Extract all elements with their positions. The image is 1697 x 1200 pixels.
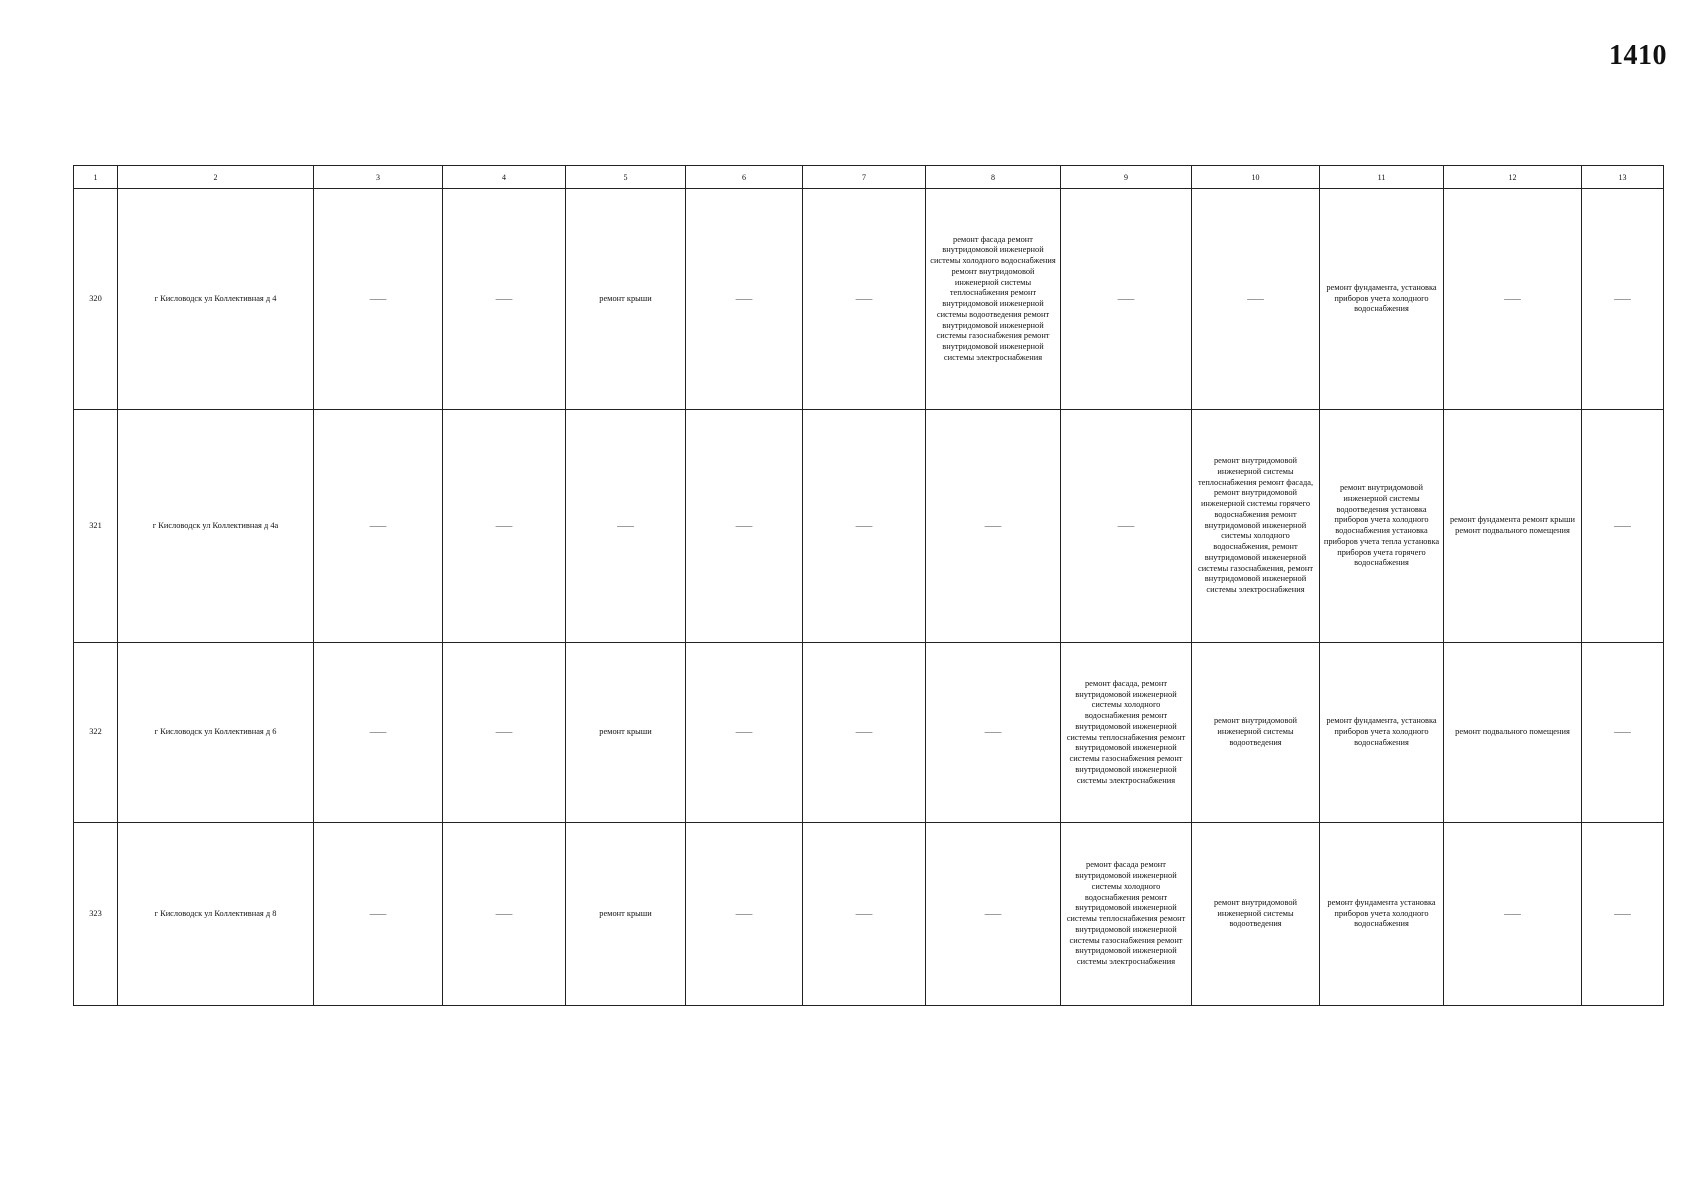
column-header: 1 bbox=[74, 166, 118, 189]
table-cell: ремонт фундамента установка приборов учета холодного водоснабжения bbox=[1320, 823, 1444, 1006]
table-cell: —— bbox=[926, 643, 1061, 823]
table-cell: —— bbox=[803, 410, 926, 643]
table-cell: ремонт фасада ремонт внутридомовой инженерной системы холодного водоснабжения ремонт внутридомовой инженерной системы теплоснабжения ремонт внутридомовой инженерной системы газоснабжения ремонт внутридомовой инженерной системы электроснабжения bbox=[1061, 823, 1192, 1006]
table-cell: —— bbox=[443, 189, 566, 410]
table-cell: —— bbox=[1061, 410, 1192, 643]
table-cell: ремонт внутридомовой инженерной системы водоотведения bbox=[1192, 643, 1320, 823]
table-cell: ремонт фасада ремонт внутридомовой инженерной системы холодного водоснабжения ремонт внутридомовой инженерной системы теплоснабжения ремонт внутридомовой инженерной системы водоотведения ремонт внутридомовой инженерной системы газоснабжения ремонт внутридомовой инженерной системы электроснабжения bbox=[926, 189, 1061, 410]
table-cell: —— bbox=[443, 643, 566, 823]
address-cell: г Кисловодск ул Коллективная д 4а bbox=[118, 410, 314, 643]
table-cell: ремонт фундамента, установка приборов учета холодного водоснабжения bbox=[1320, 189, 1444, 410]
table-cell: —— bbox=[1582, 823, 1664, 1006]
table-cell: ремонт крыши bbox=[566, 643, 686, 823]
column-header: 12 bbox=[1444, 166, 1582, 189]
table-cell: —— bbox=[314, 643, 443, 823]
column-header: 6 bbox=[686, 166, 803, 189]
table-cell: —— bbox=[1061, 189, 1192, 410]
table-cell: ремонт фасада, ремонт внутридомовой инженерной системы холодного водоснабжения ремонт внутридомовой инженерной системы теплоснабжения ремонт внутридомовой инженерной системы газоснабжения ремонт внутридомовой инженерной системы электроснабжения bbox=[1061, 643, 1192, 823]
column-header: 13 bbox=[1582, 166, 1664, 189]
table-cell: —— bbox=[686, 410, 803, 643]
table-cell: —— bbox=[1444, 823, 1582, 1006]
column-header: 8 bbox=[926, 166, 1061, 189]
column-header: 4 bbox=[443, 166, 566, 189]
table-cell: —— bbox=[686, 643, 803, 823]
table-cell: —— bbox=[1582, 189, 1664, 410]
address-cell: г Кисловодск ул Коллективная д 8 bbox=[118, 823, 314, 1006]
address-cell: г Кисловодск ул Коллективная д 6 bbox=[118, 643, 314, 823]
table-cell: ремонт внутридомовой инженерной системы водоотведения bbox=[1192, 823, 1320, 1006]
table-cell: —— bbox=[443, 410, 566, 643]
column-header: 7 bbox=[803, 166, 926, 189]
table-cell: —— bbox=[1582, 410, 1664, 643]
table-cell: —— bbox=[686, 189, 803, 410]
column-header: 11 bbox=[1320, 166, 1444, 189]
table-cell: ремонт крыши bbox=[566, 189, 686, 410]
row-number: 321 bbox=[74, 410, 118, 643]
page-number: 1410 bbox=[1609, 40, 1667, 71]
row-number: 323 bbox=[74, 823, 118, 1006]
column-header: 10 bbox=[1192, 166, 1320, 189]
table-row bbox=[74, 643, 1664, 823]
table-cell: ремонт подвального помещения bbox=[1444, 643, 1582, 823]
table-cell: —— bbox=[566, 410, 686, 643]
table-cell: —— bbox=[1192, 189, 1320, 410]
table-cell: ремонт крыши bbox=[566, 823, 686, 1006]
table-cell: —— bbox=[314, 410, 443, 643]
table-cell: ремонт фундамента, установка приборов учета холодного водоснабжения bbox=[1320, 643, 1444, 823]
table-row bbox=[74, 823, 1664, 1006]
column-header: 9 bbox=[1061, 166, 1192, 189]
table-cell: ремонт фундамента ремонт крыши ремонт подвального помещения bbox=[1444, 410, 1582, 643]
table-cell: —— bbox=[314, 823, 443, 1006]
column-header: 5 bbox=[566, 166, 686, 189]
table-cell: —— bbox=[1582, 643, 1664, 823]
column-header: 2 bbox=[118, 166, 314, 189]
table-cell: —— bbox=[803, 643, 926, 823]
address-cell: г Кисловодск ул Коллективная д 4 bbox=[118, 189, 314, 410]
table-cell: —— bbox=[926, 410, 1061, 643]
table-cell: —— bbox=[803, 823, 926, 1006]
row-number: 320 bbox=[74, 189, 118, 410]
table-row bbox=[74, 189, 1664, 410]
table-cell: ремонт внутридомовой инженерной системы водоотведения установка приборов учета холодного водоснабжения установка приборов учета тепла установка приборов учета горячего водоснабжения bbox=[1320, 410, 1444, 643]
table-cell: —— bbox=[926, 823, 1061, 1006]
table-cell: —— bbox=[1444, 189, 1582, 410]
row-number: 322 bbox=[74, 643, 118, 823]
column-number-row bbox=[74, 166, 1664, 189]
table-cell: —— bbox=[314, 189, 443, 410]
table-cell: —— bbox=[686, 823, 803, 1006]
repair-schedule-table bbox=[73, 165, 1664, 1006]
table-cell: ремонт внутридомовой инженерной системы теплоснабжения ремонт фасада, ремонт внутридомовой инженерной системы горячего водоснабжения ремонт внутридомовой инженерной системы холодного водоснабжения, ремонт внутридомовой инженерной системы газоснабжения, ремонт внутридомовой инженерной системы электроснабжения bbox=[1192, 410, 1320, 643]
table-row bbox=[74, 410, 1664, 643]
column-header: 3 bbox=[314, 166, 443, 189]
table-cell: —— bbox=[803, 189, 926, 410]
table-cell: —— bbox=[443, 823, 566, 1006]
